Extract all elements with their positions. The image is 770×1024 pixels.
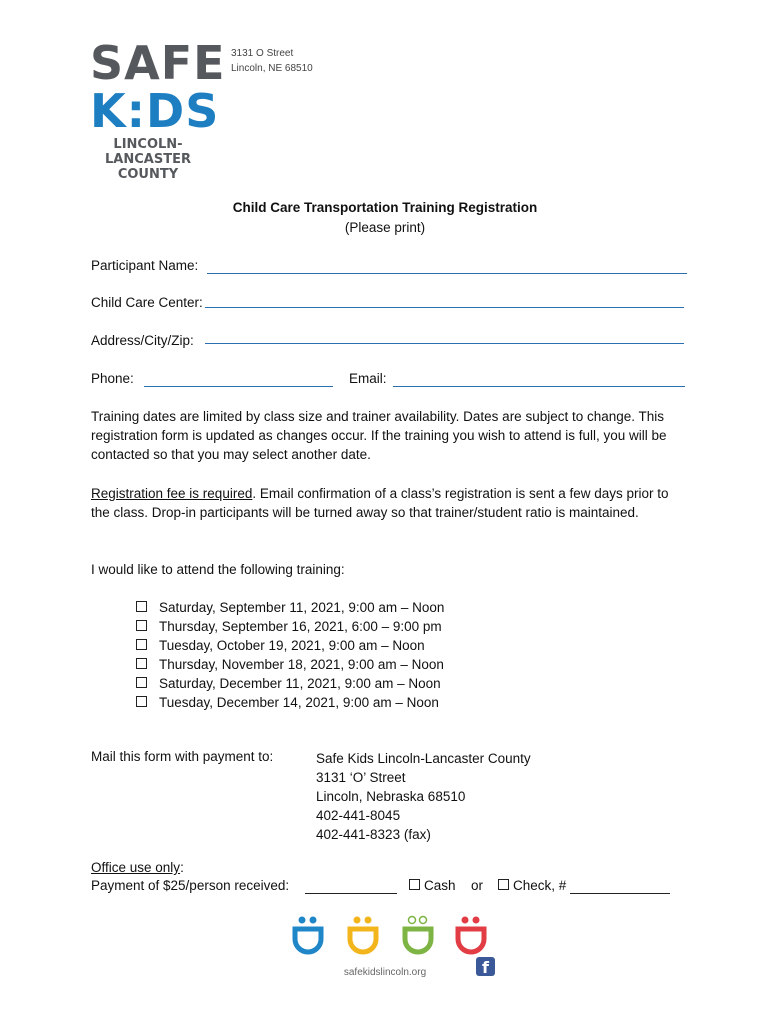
red-face-icon [458,917,484,953]
checkbox[interactable] [498,879,509,890]
training-option[interactable] [136,636,425,655]
checkbox[interactable] [136,658,147,669]
training-option-label: Tuesday, December 14, 2021, 9:00 am – Noon [159,695,439,710]
logo-safe: SAFE [90,36,226,90]
office-use-colon: : [180,860,184,875]
or-text: or [471,878,484,893]
check-label: Check, # [513,878,567,893]
checkbox[interactable] [136,601,147,612]
participant-name-label: Participant Name: [91,258,199,273]
logo-subtitle: LINCOLN- LANCASTER COUNTY [105,137,191,182]
safe-kids-faces [292,914,488,958]
yellow-face-icon [350,917,376,953]
mail-address-line: Lincoln, Nebraska 68510 [316,789,466,804]
training-option-label: Thursday, September 16, 2021, 6:00 – 9:00 pm [159,619,442,634]
form-title: Child Care Transportation Training Registration [232,200,538,215]
payment-label: Payment of $25/person received: [91,878,290,893]
checkbox[interactable] [136,696,147,707]
header-address [231,46,313,76]
check-option[interactable] [498,878,566,893]
payment-amount-line[interactable] [305,893,397,894]
address-label: Address/City/Zip: [91,333,194,348]
email-label: Email: [349,371,387,386]
attend-intro: I would like to attend the following training: [91,562,345,577]
facebook-icon[interactable]: f [476,957,495,976]
footer-url[interactable]: safekidslincoln.org [343,967,427,978]
header-address-line2: Lincoln, NE 68510 [231,63,313,74]
mail-address-line: 402-441-8045 [316,808,401,823]
mail-address-line: 3131 ‘O’ Street [316,770,406,785]
fee-required-text: Registration fee is required [91,486,253,501]
checkbox[interactable] [136,639,147,650]
blue-face-icon [295,917,321,953]
office-use-heading-text: Office use only [91,860,181,875]
mail-address-line: 402-441-8323 (fax) [316,827,431,842]
training-option-label: Thursday, November 18, 2021, 9:00 am – Noon [159,657,444,672]
mail-address [316,749,531,844]
phone-line[interactable] [144,386,333,387]
mail-address-line: Safe Kids Lincoln-Lancaster County [316,751,531,766]
participant-name-line[interactable] [207,273,687,274]
training-dates-paragraph: Training dates are limited by class size and trainer availability. Dates are subject to change. This registration form is updated as changes occur. If the training you wish to attend is full, you will be contacted so that you may select another date. [91,409,667,462]
training-option-label: Saturday, December 11, 2021, 9:00 am – Noon [159,676,441,691]
training-option-label: Tuesday, October 19, 2021, 9:00 am – Noon [159,638,425,653]
child-care-center-label: Child Care Center: [91,295,203,310]
cash-option[interactable] [409,878,456,893]
training-option-label: Saturday, September 11, 2021, 9:00 am – Noon [159,600,445,615]
phone-label: Phone: [91,371,134,386]
form-subtitle: (Please print) [344,220,426,235]
address-line[interactable] [205,343,684,344]
training-option[interactable] [136,598,444,617]
child-care-center-line[interactable] [205,307,684,308]
checkbox[interactable] [136,677,147,688]
training-option[interactable] [136,674,441,693]
green-face-icon [405,917,431,953]
training-option[interactable] [136,617,442,636]
training-option[interactable] [136,693,439,712]
email-line[interactable] [393,386,685,387]
cash-label: Cash [424,878,456,893]
checkbox[interactable] [409,879,420,890]
check-number-line[interactable] [570,893,670,894]
mail-label: Mail this form with payment to: [91,749,274,764]
training-option[interactable] [136,655,444,674]
registration-fee-paragraph [91,484,681,522]
fee-rest-text: . Email confirmation of a class’s registration is sent a few days prior to the class. Drop-in participants will be turned away so that trainer/student ratio is maintained. [91,486,669,520]
office-use-heading [91,860,184,875]
logo-kids: K:DS [90,84,220,138]
checkbox[interactable] [136,620,147,631]
header-address-line1: 3131 O Street [231,48,294,59]
